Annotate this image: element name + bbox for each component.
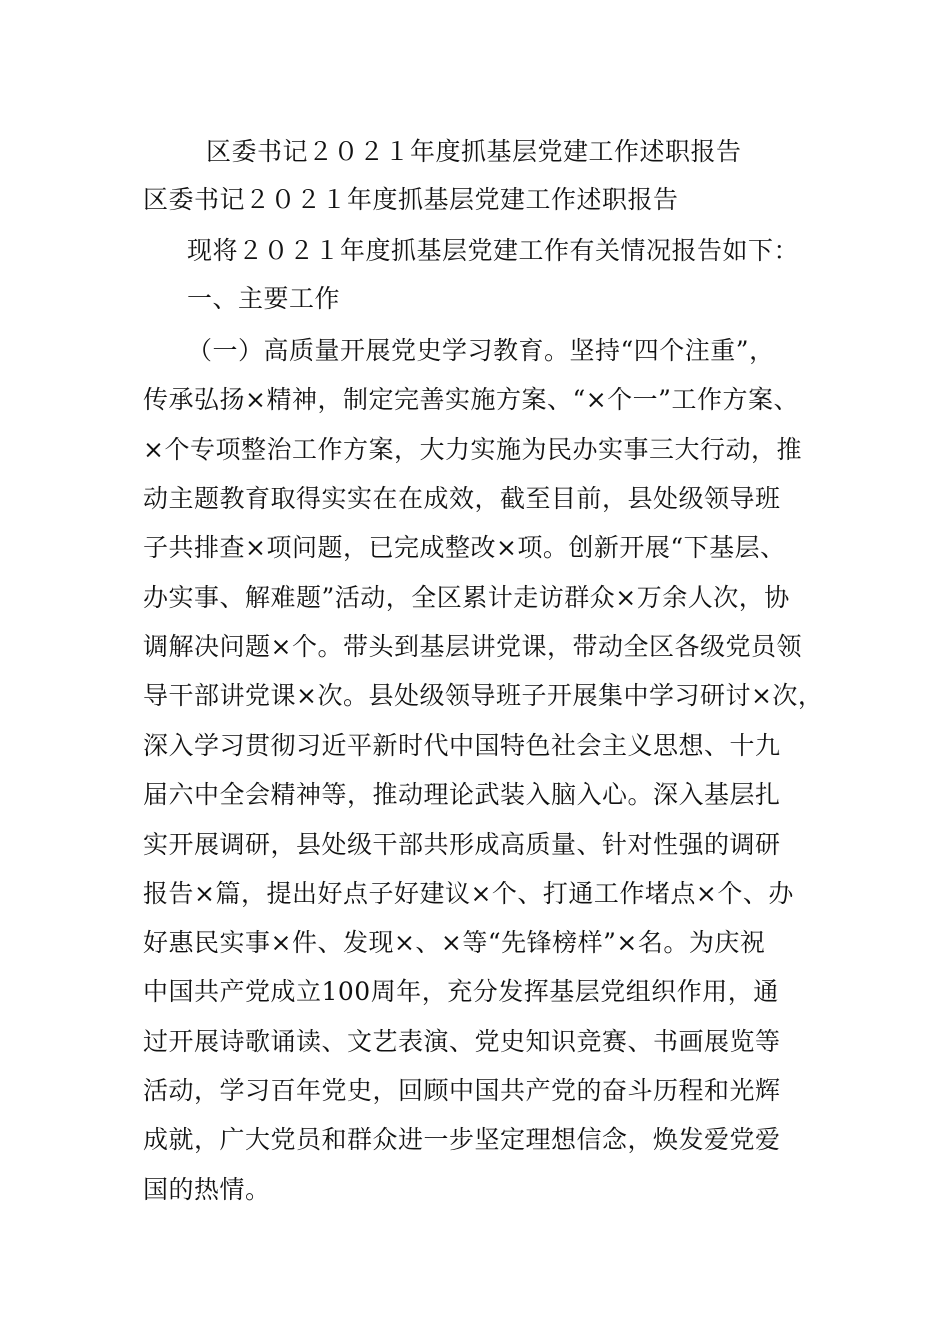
paragraph-line: 届六中全会精神等，推动理论武装入脑入心。深入基层扎 xyxy=(143,780,781,809)
paragraph-line: 实开展调研，县处级干部共形成高质量、针对性强的调研 xyxy=(143,830,781,859)
paragraph-line: 好惠民实事×件、发现×、×等“先锋榜样”×名。为庆祝 xyxy=(143,928,766,957)
paragraph-line: 中国共产党成立100周年，充分发挥基层党组织作用，通 xyxy=(143,977,779,1006)
paragraph-line: ×个专项整治工作方案，大力实施为民办实事三大行动，推 xyxy=(143,435,802,464)
intro-paragraph: 现将２０２１年度抓基层党建工作有关情况报告如下： xyxy=(187,236,800,265)
paragraph-line: 活动，学习百年党史，回顾中国共产党的奋斗历程和光辉 xyxy=(143,1076,781,1105)
paragraph-line: 成就，广大党员和群众进一步坚定理想信念，焕发爱党爱 xyxy=(143,1125,781,1154)
paragraph-line: 办实事、解难题”活动，全区累计走访群众×万余人次，协 xyxy=(143,583,790,612)
paragraph-line: 深入学习贯彻习近平新时代中国特色社会主义思想、十九 xyxy=(143,731,781,760)
paragraph-line: 动主题教育取得实实在在成效，截至目前，县处级领导班 xyxy=(143,484,781,513)
paragraph-line: 导干部讲党课×次。县处级领导班子开展集中学习研讨×次， xyxy=(143,681,824,710)
paragraph-line: 报告×篇，提出好点子好建议×个、打通工作堵点×个、办 xyxy=(143,879,794,908)
paragraph-line: （一）高质量开展党史学习教育。坚持“四个注重”， xyxy=(187,336,775,365)
paragraph-line: 国的热情。 xyxy=(143,1175,271,1204)
paragraph-line: 调解决问题×个。带头到基层讲党课，带动全区各级党员领 xyxy=(143,632,802,661)
document-title: 区委书记２０２１年度抓基层党建工作述职报告 xyxy=(206,137,742,166)
document-subtitle: 区委书记２０２１年度抓基层党建工作述职报告 xyxy=(143,185,679,214)
paragraph-line: 传承弘扬×精神，制定完善实施方案、“×个一”工作方案、 xyxy=(143,385,799,414)
paragraph-line: 过开展诗歌诵读、文艺表演、党史知识竞赛、书画展览等 xyxy=(143,1027,781,1056)
paragraph-line: 子共排查×项问题，已完成整改×项。创新开展“下基层、 xyxy=(143,533,786,562)
section-heading: 一、主要工作 xyxy=(187,284,341,313)
